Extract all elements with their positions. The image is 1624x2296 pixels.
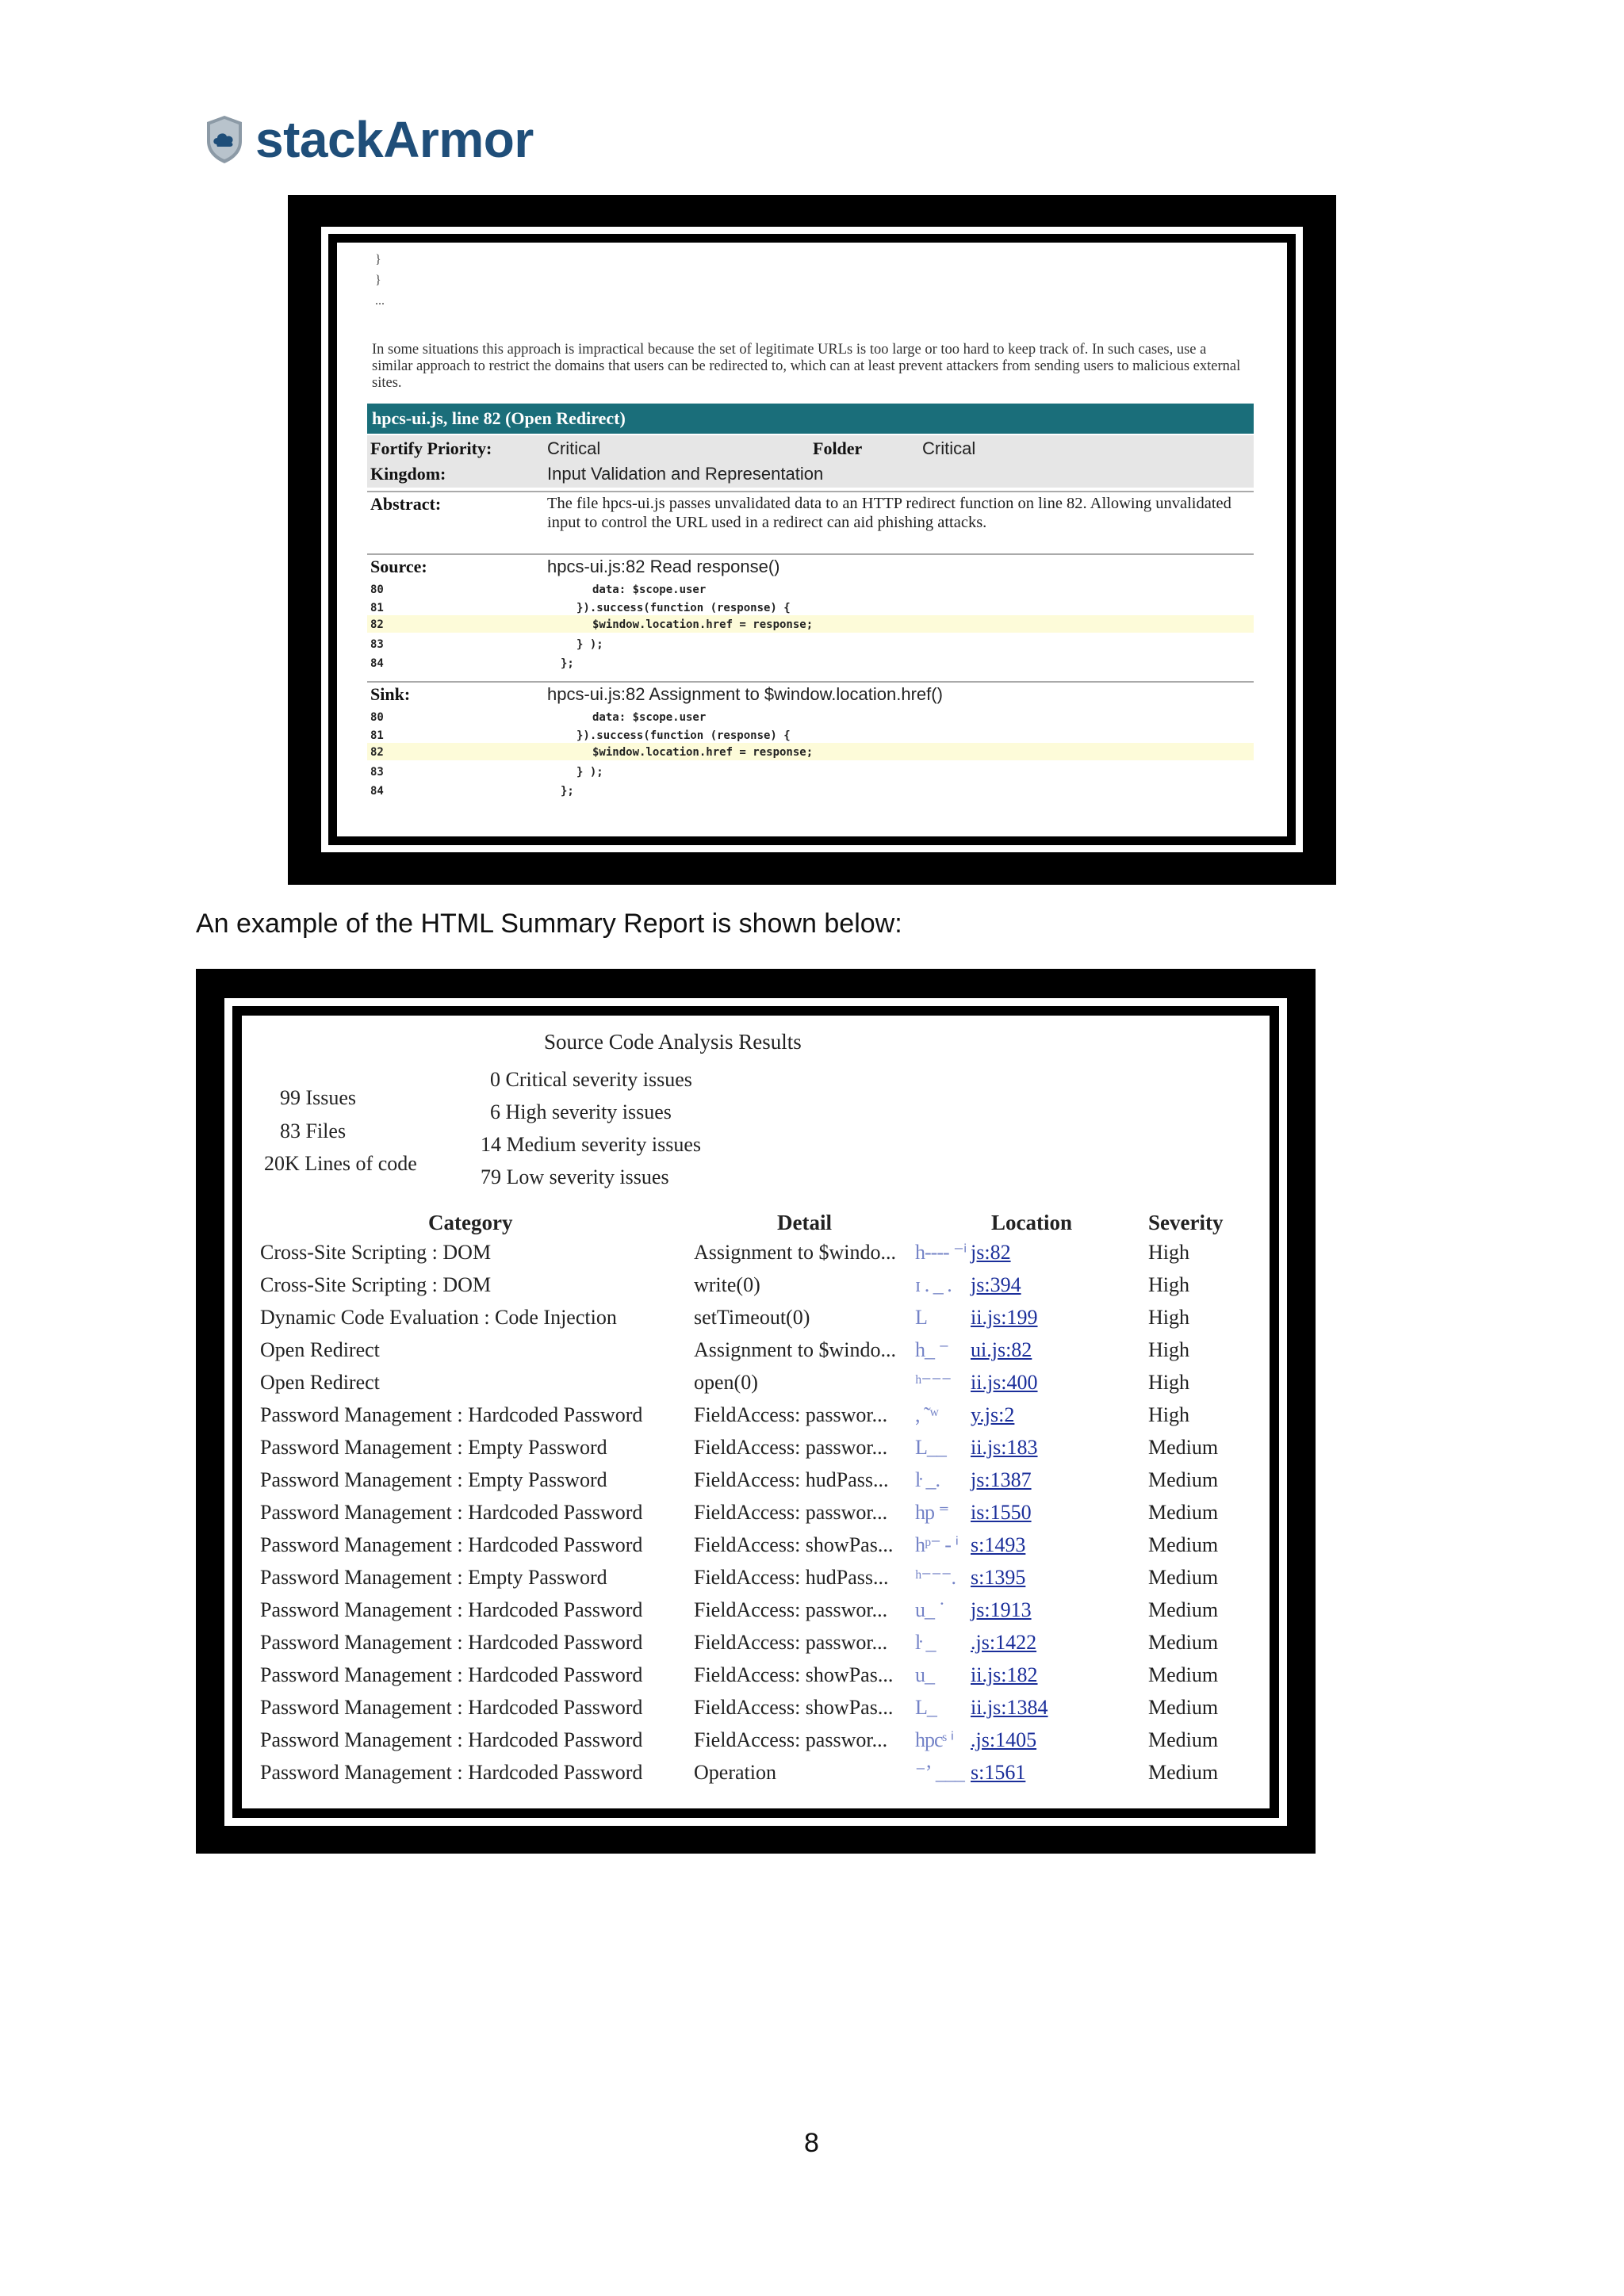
- severity-cell: Medium: [1148, 1436, 1219, 1459]
- location-link-blurred[interactable]: L: [915, 1306, 927, 1329]
- table-row: [252, 1306, 1259, 1338]
- fortify-issue-detail: [367, 250, 1254, 815]
- location-link-blurred[interactable]: ʰ⁻⁻⁻.: [915, 1566, 956, 1589]
- issue-header: hpcs-ui.js, line 82 (Open Redirect): [367, 404, 1254, 434]
- line-number: 83: [370, 638, 384, 651]
- location-link[interactable]: ii.js:1384: [971, 1696, 1048, 1719]
- category-cell: Password Management : Hardcoded Password: [260, 1728, 643, 1751]
- table-row: [252, 1598, 1259, 1631]
- recommendation-paragraph: In some situations this approach is impractical because the set of legitimate URLs is too large or too hard to keep track of. In such cases, use a similar approach to restrict the domains that users can be redirected to, which can at least prevent attackers from sending users to malicious external sites.: [372, 342, 1241, 391]
- category-cell: Password Management : Hardcoded Password: [260, 1663, 643, 1686]
- location-link-blurred[interactable]: hᵖ⁻ - ⁱ: [915, 1533, 959, 1556]
- location-link-blurred[interactable]: L_: [915, 1696, 936, 1719]
- code-text: } );: [576, 638, 603, 651]
- folder-value: Critical: [922, 438, 976, 458]
- location-link[interactable]: js:1387: [971, 1468, 1032, 1491]
- table-row: [252, 1338, 1259, 1371]
- source-value: hpcs-ui.js:82 Read response(): [547, 557, 780, 576]
- code-text: data: $scope.user: [592, 584, 707, 596]
- source-code-block: [367, 580, 1254, 682]
- sink-row: [367, 681, 1254, 815]
- severity-cell: Medium: [1148, 1598, 1219, 1621]
- location-link-blurred[interactable]: ŀ _.: [915, 1468, 940, 1491]
- detail-cell: FieldAccess: passwor...: [694, 1403, 888, 1426]
- severity-cell: High: [1148, 1338, 1189, 1361]
- detail-cell: FieldAccess: passwor...: [694, 1728, 888, 1751]
- line-number: 83: [370, 766, 384, 779]
- severity-cell: Medium: [1148, 1728, 1219, 1751]
- location-link[interactable]: .js:1405: [971, 1728, 1037, 1751]
- severity-cell: Medium: [1148, 1663, 1219, 1686]
- priority-row: [367, 435, 1254, 462]
- table-row: [252, 1631, 1259, 1663]
- location-link[interactable]: js:1913: [971, 1598, 1032, 1621]
- location-link-blurred[interactable]: ʰ⁻⁻⁻: [915, 1371, 952, 1394]
- table-row: [252, 1273, 1259, 1306]
- table-row: [252, 1403, 1259, 1436]
- severity-cell: High: [1148, 1241, 1189, 1264]
- location-link-blurred[interactable]: u_: [915, 1663, 934, 1686]
- location-link-blurred[interactable]: ⁻ʼ ___: [915, 1761, 964, 1784]
- files-count: 83 Files: [280, 1119, 347, 1142]
- col-header-location: Location: [991, 1211, 1073, 1234]
- table-row: [252, 1501, 1259, 1533]
- line-number: 81: [370, 602, 384, 614]
- location-link-blurred[interactable]: u_ ˙: [915, 1598, 945, 1621]
- location-link[interactable]: ii.js:183: [971, 1436, 1038, 1459]
- high-count: 6 High severity issues: [490, 1100, 672, 1123]
- category-cell: Password Management : Empty Password: [260, 1436, 607, 1459]
- severity-cell: High: [1148, 1273, 1189, 1296]
- category-cell: Password Management : Hardcoded Password: [260, 1403, 643, 1426]
- abstract-label: Abstract:: [370, 494, 442, 514]
- col-header-detail: Detail: [777, 1211, 832, 1234]
- detail-cell: Operation: [694, 1761, 776, 1784]
- detail-cell: FieldAccess: passwor...: [694, 1598, 888, 1621]
- detail-cell: FieldAccess: showPas...: [694, 1663, 894, 1686]
- detail-cell: FieldAccess: hudPass...: [694, 1468, 889, 1491]
- table-row: [252, 1468, 1259, 1501]
- location-link[interactable]: ii.js:199: [971, 1306, 1038, 1329]
- issues-count: 99 Issues: [280, 1086, 357, 1109]
- location-link[interactable]: ui.js:82: [971, 1338, 1032, 1361]
- code-text: }).success(function (response) {: [576, 729, 791, 742]
- folder-label: Folder: [813, 438, 863, 458]
- code-text: $window.location.href = response;: [592, 618, 814, 631]
- report-title: Source Code Analysis Results: [544, 1030, 802, 1054]
- table-row: [252, 1371, 1259, 1403]
- lines-of-code: 20K Lines of code: [264, 1152, 417, 1175]
- location-link[interactable]: s:1493: [971, 1533, 1026, 1556]
- code-line: }: [375, 253, 381, 266]
- severity-cell: Medium: [1148, 1566, 1219, 1589]
- priority-label: Fortify Priority:: [370, 438, 492, 458]
- line-number: 81: [370, 729, 384, 742]
- table-row: [252, 1728, 1259, 1761]
- code-text: } );: [576, 766, 603, 779]
- code-text: };: [561, 657, 574, 670]
- table-row: [252, 1566, 1259, 1598]
- line-number: 80: [370, 584, 384, 596]
- category-cell: Password Management : Empty Password: [260, 1566, 607, 1589]
- category-cell: Open Redirect: [260, 1371, 380, 1394]
- table-row: [252, 1761, 1259, 1793]
- severity-cell: Medium: [1148, 1631, 1219, 1654]
- kingdom-label: Kingdom:: [370, 464, 446, 484]
- code-tail: [375, 250, 385, 312]
- category-cell: Dynamic Code Evaluation : Code Injection: [260, 1306, 617, 1329]
- line-number: 80: [370, 711, 384, 724]
- low-count: 79 Low severity issues: [481, 1165, 669, 1188]
- code-line: ...: [375, 294, 385, 308]
- detail-cell: FieldAccess: passwor...: [694, 1501, 888, 1524]
- source-label: Source:: [370, 557, 427, 576]
- severity-cell: High: [1148, 1403, 1189, 1426]
- severity-cell: High: [1148, 1306, 1189, 1329]
- detail-cell: FieldAccess: hudPass...: [694, 1566, 889, 1589]
- category-cell: Password Management : Hardcoded Password: [260, 1761, 643, 1784]
- location-link[interactable]: js:82: [971, 1241, 1011, 1264]
- location-link-blurred[interactable]: hp ⁼: [915, 1501, 949, 1524]
- detail-cell: write(0): [694, 1273, 760, 1296]
- col-header-category: Category: [428, 1211, 513, 1234]
- sink-code-block: [367, 708, 1254, 809]
- table-row: [252, 1533, 1259, 1566]
- location-link-blurred[interactable]: hpcˢ ⁱ: [915, 1728, 954, 1751]
- abstract-value: The file hpcs-ui.js passes unvalidated data to an HTTP redirect function on line 82. Allowing unvalidated input to control the URL used in a redirect can aid phishing attacks.: [547, 495, 1231, 531]
- medium-count: 14 Medium severity issues: [481, 1133, 702, 1156]
- location-link[interactable]: is:1550: [971, 1501, 1032, 1524]
- location-link[interactable]: ii.js:182: [971, 1663, 1038, 1686]
- code-line: }: [375, 274, 381, 287]
- source-row: [367, 553, 1254, 680]
- detail-cell: Assignment to $windo...: [694, 1241, 896, 1264]
- category-cell: Password Management : Hardcoded Password: [260, 1598, 643, 1621]
- category-cell: Password Management : Hardcoded Password: [260, 1501, 643, 1524]
- col-header-severity: Severity: [1148, 1211, 1224, 1234]
- detail-cell: FieldAccess: passwor...: [694, 1436, 888, 1459]
- location-link-blurred[interactable]: h---- ⁻ⁱ: [915, 1241, 967, 1264]
- location-link-blurred[interactable]: h_ ⁻: [915, 1338, 949, 1361]
- severity-cell: Medium: [1148, 1501, 1219, 1524]
- summary-report: [252, 1019, 1259, 1806]
- detail-cell: FieldAccess: showPas...: [694, 1533, 894, 1556]
- table-row: [252, 1696, 1259, 1728]
- critical-count: 0 Critical severity issues: [490, 1068, 692, 1091]
- code-text: $window.location.href = response;: [592, 746, 814, 759]
- line-number: 84: [370, 657, 384, 670]
- company-logo: [205, 111, 534, 168]
- location-link-blurred[interactable]: ŀ _: [915, 1631, 936, 1654]
- logo-text: stackArmor: [255, 111, 534, 168]
- code-text: }).success(function (response) {: [576, 602, 791, 614]
- location-link[interactable]: y.js:2: [971, 1403, 1015, 1426]
- code-text: };: [561, 785, 574, 798]
- severity-cell: High: [1148, 1371, 1189, 1394]
- location-link[interactable]: js:394: [971, 1273, 1021, 1296]
- detail-cell: setTimeout(0): [694, 1306, 810, 1329]
- location-link[interactable]: .js:1422: [971, 1631, 1037, 1654]
- category-cell: Password Management : Hardcoded Password: [260, 1631, 643, 1654]
- severity-cell: Medium: [1148, 1696, 1219, 1719]
- location-link-blurred[interactable]: ɪ . _ .: [915, 1273, 952, 1296]
- category-cell: Cross-Site Scripting : DOM: [260, 1273, 492, 1296]
- abstract-row: [367, 491, 1254, 551]
- table-row: [252, 1241, 1259, 1273]
- table-row: [252, 1436, 1259, 1468]
- kingdom-row: [367, 462, 1254, 488]
- category-cell: Password Management : Empty Password: [260, 1468, 607, 1491]
- location-link[interactable]: ii.js:400: [971, 1371, 1038, 1394]
- severity-cell: Medium: [1148, 1468, 1219, 1491]
- detail-cell: Assignment to $windo...: [694, 1338, 896, 1361]
- detail-cell: FieldAccess: passwor...: [694, 1631, 888, 1654]
- severity-cell: Medium: [1148, 1533, 1219, 1556]
- detail-cell: FieldAccess: showPas...: [694, 1696, 894, 1719]
- location-link-blurred[interactable]: , ˜ʷ: [915, 1403, 938, 1426]
- table-row: [252, 1663, 1259, 1696]
- shield-cloud-icon: [205, 114, 244, 165]
- sink-label: Sink:: [370, 684, 411, 704]
- priority-value: Critical: [547, 438, 601, 458]
- line-number: 82: [370, 618, 384, 631]
- line-number: 84: [370, 785, 384, 798]
- line-number: 82: [370, 746, 384, 759]
- category-cell: Password Management : Hardcoded Password: [260, 1533, 643, 1556]
- category-cell: Cross-Site Scripting : DOM: [260, 1241, 492, 1264]
- location-link-blurred[interactable]: L__: [915, 1436, 946, 1459]
- severity-cell: Medium: [1148, 1761, 1219, 1784]
- caption-text: An example of the HTML Summary Report is shown below:: [196, 909, 902, 939]
- location-link[interactable]: s:1395: [971, 1566, 1026, 1589]
- code-text: data: $scope.user: [592, 711, 707, 724]
- location-link[interactable]: s:1561: [971, 1761, 1026, 1784]
- category-cell: Password Management : Hardcoded Password: [260, 1696, 643, 1719]
- page-number: 8: [804, 2128, 819, 2158]
- category-cell: Open Redirect: [260, 1338, 380, 1361]
- kingdom-value: Input Validation and Representation: [547, 464, 824, 484]
- detail-cell: open(0): [694, 1371, 758, 1394]
- sink-value: hpcs-ui.js:82 Assignment to $window.location.href(): [547, 684, 943, 704]
